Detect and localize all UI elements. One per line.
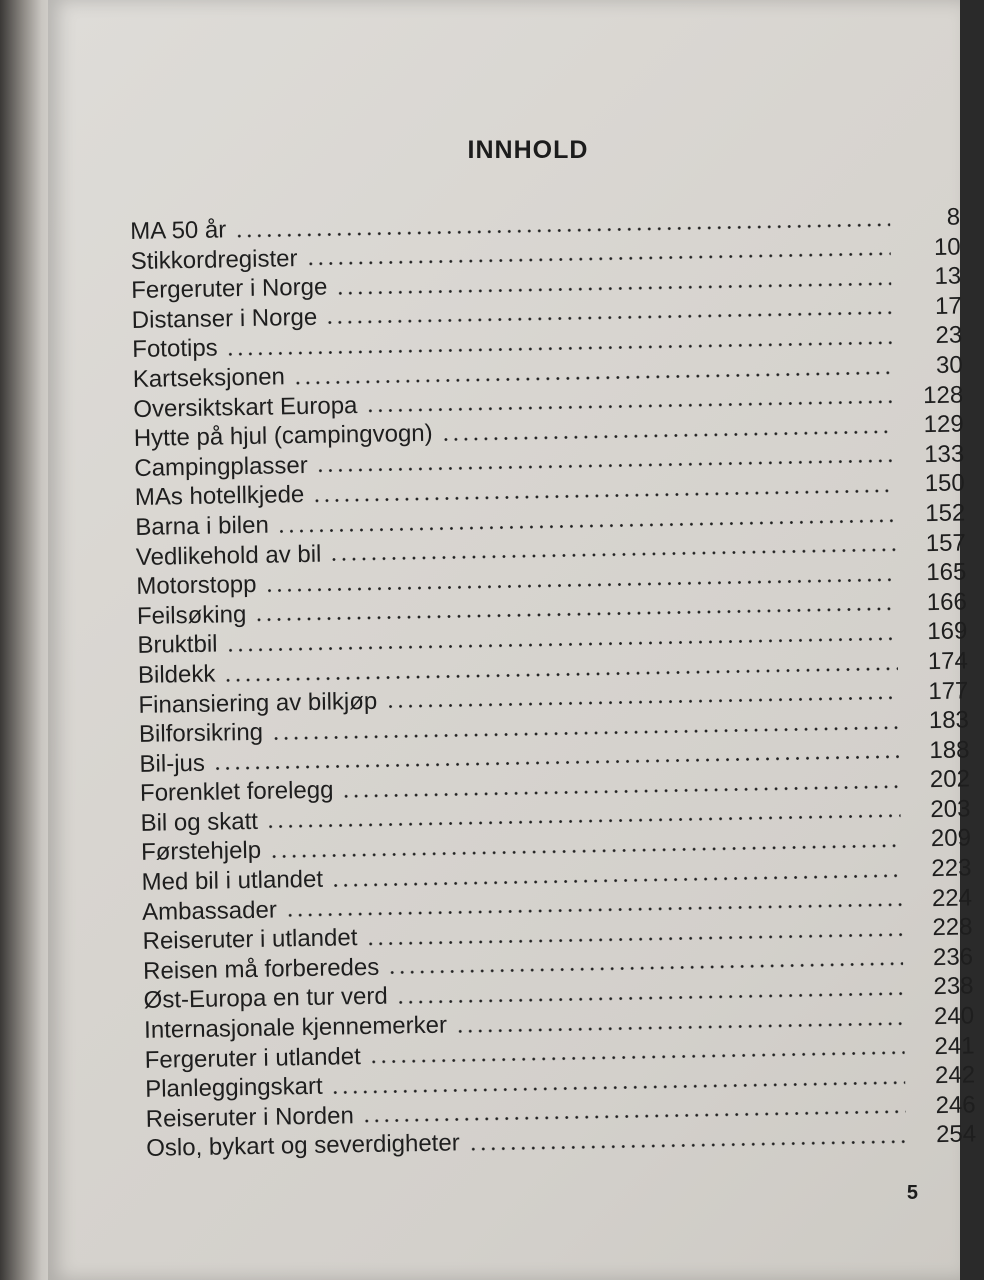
toc-entry-page: 238 (933, 972, 974, 1001)
page-number: 5 (906, 1182, 918, 1204)
toc-entry-title: Hytte på hjul (campingvogn) (133, 419, 433, 453)
dot-leader (468, 1140, 907, 1152)
toc-entry-page: 152 (924, 499, 966, 528)
toc-entry-title: Bilforsikring (138, 718, 264, 749)
dot-leader (331, 873, 902, 887)
toc-entry-title: Fergeruter i Norge (131, 273, 328, 305)
dot-leader (387, 962, 903, 975)
toc-entry-title: Bil og skatt (140, 807, 259, 837)
dot-leader (329, 548, 896, 562)
toc-entry-page: 128 (922, 381, 964, 409)
book-spine-shadow (0, 0, 52, 1280)
toc-entry-page: 133 (923, 440, 965, 468)
toc-entry-title: Reisen må forberedes (142, 953, 380, 985)
toc-entry-page: 183 (928, 706, 970, 735)
dot-leader (306, 252, 891, 266)
toc-entry-page: 17 (934, 292, 962, 320)
dot-leader (335, 282, 891, 296)
toc-entry-title: Ambassader (141, 896, 278, 926)
toc-entry-page: 165 (926, 558, 967, 587)
toc-entry-page: 177 (928, 676, 969, 705)
toc-entry-page: 188 (929, 736, 970, 764)
dot-leader (362, 1110, 906, 1123)
toc-entry-title: Motorstopp (136, 570, 257, 601)
toc-entry-title: Planleggingskart (144, 1072, 323, 1104)
toc-entry-title: Stikkordregister (130, 244, 298, 275)
toc-entry-page: 228 (932, 913, 973, 942)
toc-entry-title: Forenklet forelegg (139, 776, 334, 808)
dot-leader (316, 459, 895, 473)
dot-leader (342, 785, 901, 799)
toc-entry-page: 241 (934, 1032, 975, 1060)
toc-entry-page: 174 (927, 647, 969, 676)
toc-entry-page: 209 (930, 824, 972, 853)
toc-entry-page: 13 (934, 262, 962, 291)
toc-entry-title: Campingplasser (134, 451, 308, 482)
toc-entry-title: MA 50 år (130, 216, 227, 245)
toc-entry-title: Øst-Europa en tur verd (143, 983, 388, 1015)
dot-leader (293, 370, 893, 384)
toc-entry-title: Barna i bilen (135, 511, 270, 541)
book-page (48, 0, 977, 1280)
toc-entry-title: Kartseksjonen (132, 363, 286, 393)
toc-entry-title: Bildekk (137, 660, 216, 689)
toc-entry-page: 8 (946, 203, 961, 231)
toc-entry-title: Finansiering av bilkjøp (138, 687, 378, 719)
toc-entry-page: 23 (935, 321, 963, 350)
dot-leader (441, 429, 894, 441)
dot-leader (331, 1080, 906, 1094)
toc-entry-page: 10 (933, 233, 961, 261)
toc-entry-title: Oversiktskart Europa (133, 391, 358, 423)
toc-entry-page: 242 (934, 1061, 976, 1090)
toc-entry-title: Reiseruter i utlandet (142, 924, 358, 956)
toc-entry-title: Internasjonale kjennemerker (143, 1011, 448, 1044)
toc-entry-title: Førstehjelp (140, 837, 262, 867)
table-of-contents (130, 204, 976, 1165)
dot-leader (369, 1051, 905, 1064)
toc-entry-title: Bruktbil (137, 630, 218, 660)
dot-leader (312, 489, 895, 503)
toc-entry-page: 236 (932, 943, 974, 971)
dot-leader (455, 1021, 904, 1033)
toc-entry-page: 150 (924, 469, 965, 498)
dot-leader (325, 311, 892, 325)
toc-entry-page: 129 (923, 410, 964, 439)
toc-entry-title: Vedlikehold av bil (135, 540, 322, 571)
page-title: INNHOLD (467, 136, 589, 164)
toc-entry-title: Reiseruter i Norden (145, 1102, 355, 1133)
toc-entry-page: 224 (931, 884, 973, 912)
dot-leader (277, 518, 896, 533)
toc-entry-title: Distanser i Norge (131, 303, 318, 334)
toc-entry-page: 157 (925, 528, 967, 557)
toc-entry-title: MAs hotellkjede (134, 481, 305, 512)
toc-entry-page: 166 (926, 588, 968, 616)
dot-leader (396, 992, 904, 1005)
toc-entry-title: Fergeruter i utlandet (144, 1042, 362, 1074)
dot-leader (365, 932, 902, 945)
toc-entry-title: Bil-jus (139, 749, 206, 778)
dot-leader (285, 903, 902, 918)
toc-entry-title: Fototips (132, 334, 218, 364)
toc-entry-title: Oslo, bykart og severdigheter (146, 1129, 460, 1163)
toc-entry-page: 254 (935, 1120, 977, 1149)
toc-entry-page: 246 (935, 1091, 976, 1119)
toc-entry-page: 203 (930, 795, 971, 823)
toc-entry-page: 240 (933, 1002, 975, 1031)
toc-entry-page: 169 (927, 617, 968, 646)
toc-entry-title: Feilsøking (136, 600, 247, 630)
toc-entry-title: Med bil i utlandet (141, 865, 324, 896)
dot-leader (365, 400, 893, 413)
dot-leader (385, 696, 898, 709)
toc-entry-page: 30 (935, 351, 963, 379)
toc-entry-page: 202 (929, 765, 971, 794)
toc-entry-page: 223 (931, 854, 972, 883)
